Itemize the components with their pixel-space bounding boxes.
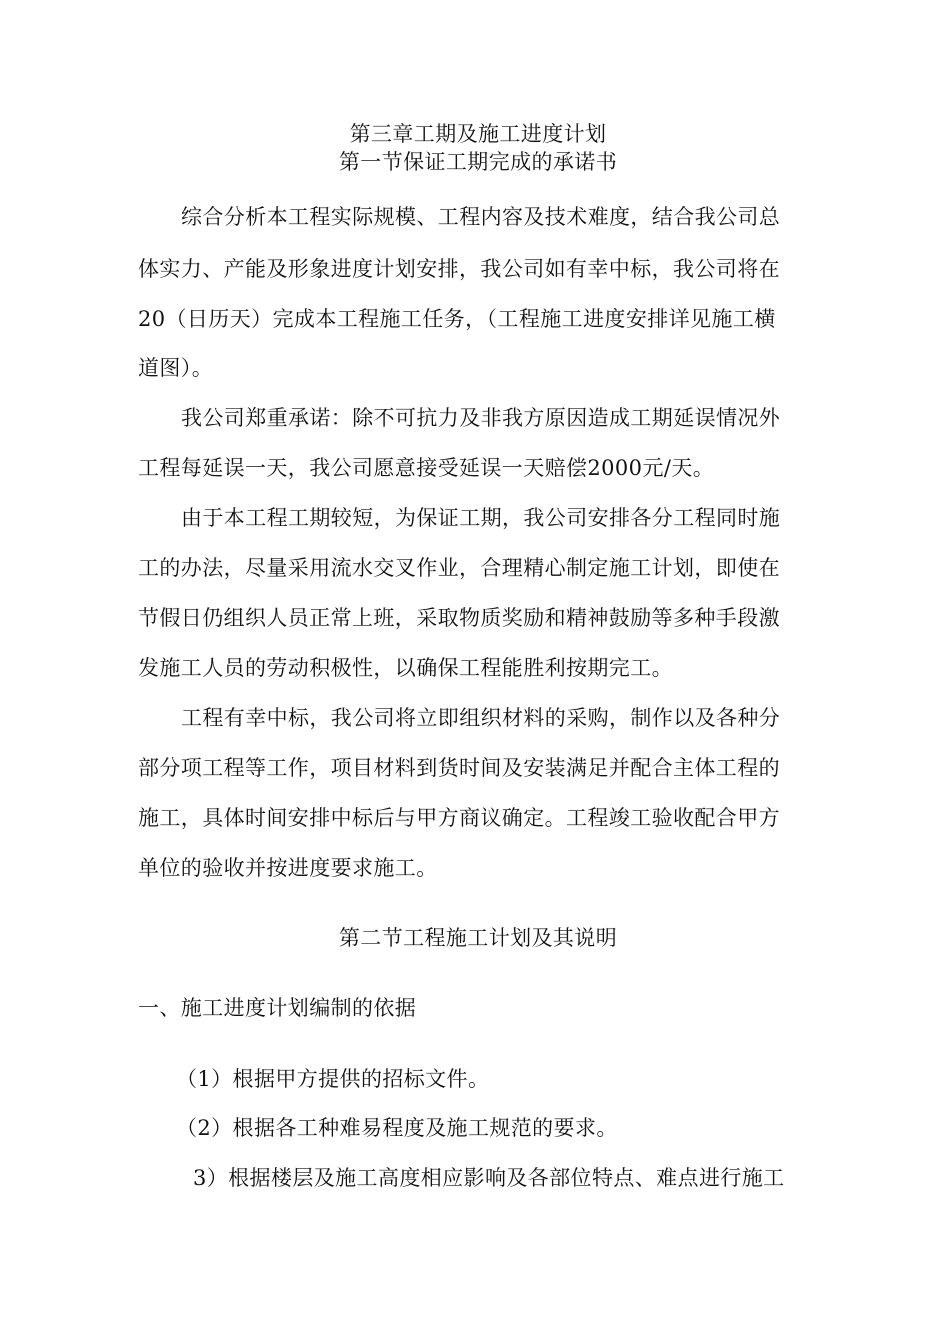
paragraph-line: 工程每延误一天，我公司愿意接受延误一天赔偿2000元/天。 xyxy=(138,456,715,480)
list-item: （1）根据甲方提供的招标文件。 xyxy=(176,1067,490,1091)
paragraph-line: 单位的验收并按进度要求施工。 xyxy=(138,856,438,880)
section2-title: 第二节工程施工计划及其说明 xyxy=(338,926,618,950)
list-item: 3）根据楼层及施工高度相应影响及各部位特点、难点进行施工 xyxy=(193,1166,785,1190)
paragraph-line: 由于本工程工期较短，为保证工期，我公司安排各分工程同时施 xyxy=(181,506,781,530)
paragraph-line: 20（日历天）完成本工程施工任务，（工程施工进度安排详见施工横 xyxy=(138,307,776,331)
paragraph-line: 工的办法，尽量采用流水交叉作业，合理精心制定施工计划，即使在 xyxy=(138,556,780,580)
paragraph-line: 部分项工程等工作，项目材料到货时间及安装满足并配合主体工程的 xyxy=(138,756,780,780)
paragraph-line: 工程有幸中标，我公司将立即组织材料的采购，制作以及各种分 xyxy=(181,706,781,730)
subheading: 一、施工进度计划编制的依据 xyxy=(138,996,417,1020)
section1-title: 第一节保证工期完成的承诺书 xyxy=(338,150,618,174)
paragraph-line: 体实力、产能及形象进度计划安排，我公司如有幸中标，我公司将在 xyxy=(138,257,780,281)
chapter-title: 第三章工期及施工进度计划 xyxy=(349,122,607,146)
paragraph-line: 综合分析本工程实际规模、工程内容及技术难度，结合我公司总 xyxy=(181,205,781,229)
paragraph-line: 道图）。 xyxy=(138,356,214,380)
paragraph-line: 施工，具体时间安排中标后与甲方商议确定。工程竣工验收配合甲方 xyxy=(138,806,780,830)
list-item: （2）根据各工种难易程度及施工规范的要求。 xyxy=(176,1116,618,1140)
paragraph-line: 节假日仍组织人员正常上班，采取物质奖励和精神鼓励等多种手段激 xyxy=(138,606,780,630)
paragraph-line: 我公司郑重承诺：除不可抗力及非我方原因造成工期延误情况外 xyxy=(181,406,781,430)
paragraph-line: 发施工人员的劳动积极性，以确保工程能胜利按期完工。 xyxy=(138,656,673,680)
